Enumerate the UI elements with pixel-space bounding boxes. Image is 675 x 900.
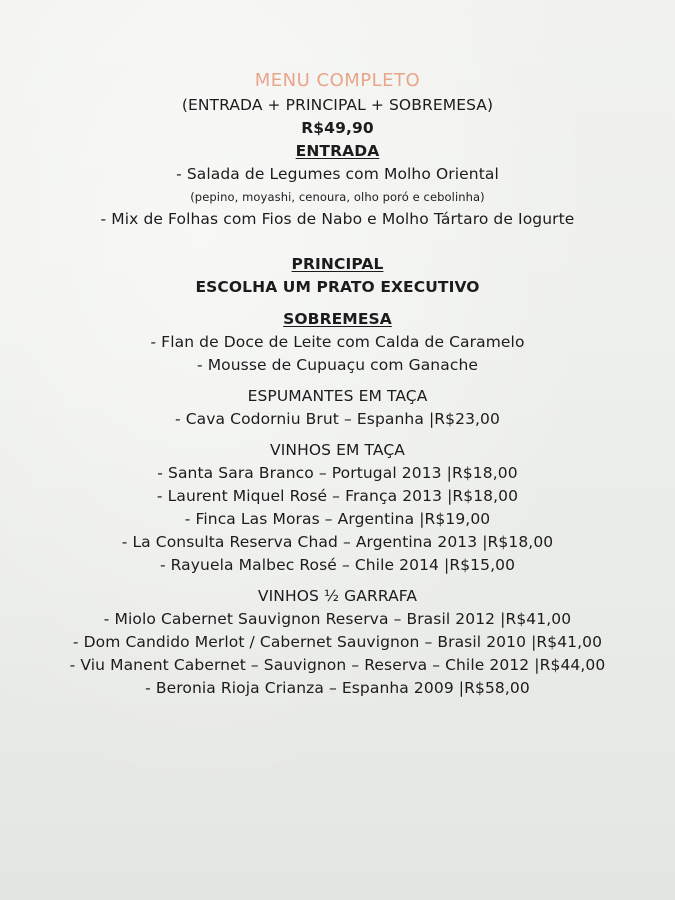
entrada-heading: ENTRADA — [295, 142, 380, 160]
vinho-taca-item: - Laurent Miquel Rosé – França 2013 |R$18,00 — [156, 487, 519, 505]
vinho-garrafa-item: - Miolo Cabernet Sauvignon Reserva – Brasil 2012 |R$41,00 — [103, 610, 572, 628]
vinhos-taca-heading: VINHOS EM TAÇA — [270, 441, 405, 459]
vinho-taca-item: - Rayuela Malbec Rosé – Chile 2014 |R$15,00 — [159, 556, 516, 574]
menu-subtitle: (ENTRADA + PRINCIPAL + SOBREMESA) — [181, 96, 494, 114]
vinho-taca-item: - Santa Sara Branco – Portugal 2013 |R$18,00 — [157, 464, 518, 482]
entrada-item: - Mix de Folhas com Fios de Nabo e Molho Tártaro de Iogurte — [100, 210, 575, 228]
sobremesa-heading: SOBREMESA — [283, 310, 392, 328]
espumante-item: - Cava Codorniu Brut – Espanha |R$23,00 — [175, 410, 500, 428]
menu-price: R$49,90 — [301, 119, 374, 137]
principal-heading: PRINCIPAL — [291, 255, 384, 273]
vinhos-garrafa-heading: VINHOS ½ GARRAFA — [257, 587, 418, 605]
menu-content — [0, 68, 675, 700]
principal-subheading: ESCOLHA UM PRATO EXECUTIVO — [195, 278, 480, 296]
vinho-garrafa-item: - Beronia Rioja Crianza – Espanha 2009 |R$58,00 — [145, 679, 530, 697]
vinho-taca-item: - La Consulta Reserva Chad – Argentina 2013 |R$18,00 — [121, 533, 554, 551]
entrada-item-note: (pepino, moyashi, cenoura, olho poró e cebolinha) — [190, 190, 485, 204]
menu-title: MENU COMPLETO — [254, 70, 421, 91]
vinho-garrafa-item: - Dom Candido Merlot / Cabernet Sauvignon – Brasil 2010 |R$41,00 — [72, 633, 603, 651]
vinho-garrafa-item: - Viu Manent Cabernet – Sauvignon – Reserva – Chile 2012 |R$44,00 — [69, 656, 606, 674]
espumantes-heading: ESPUMANTES EM TAÇA — [247, 387, 428, 405]
sobremesa-item: - Flan de Doce de Leite com Calda de Caramelo — [150, 333, 525, 351]
vinho-taca-item: - Finca Las Moras – Argentina |R$19,00 — [184, 510, 491, 528]
sobremesa-item: - Mousse de Cupuaçu com Ganache — [196, 356, 479, 374]
entrada-item: - Salada de Legumes com Molho Oriental — [176, 165, 499, 183]
